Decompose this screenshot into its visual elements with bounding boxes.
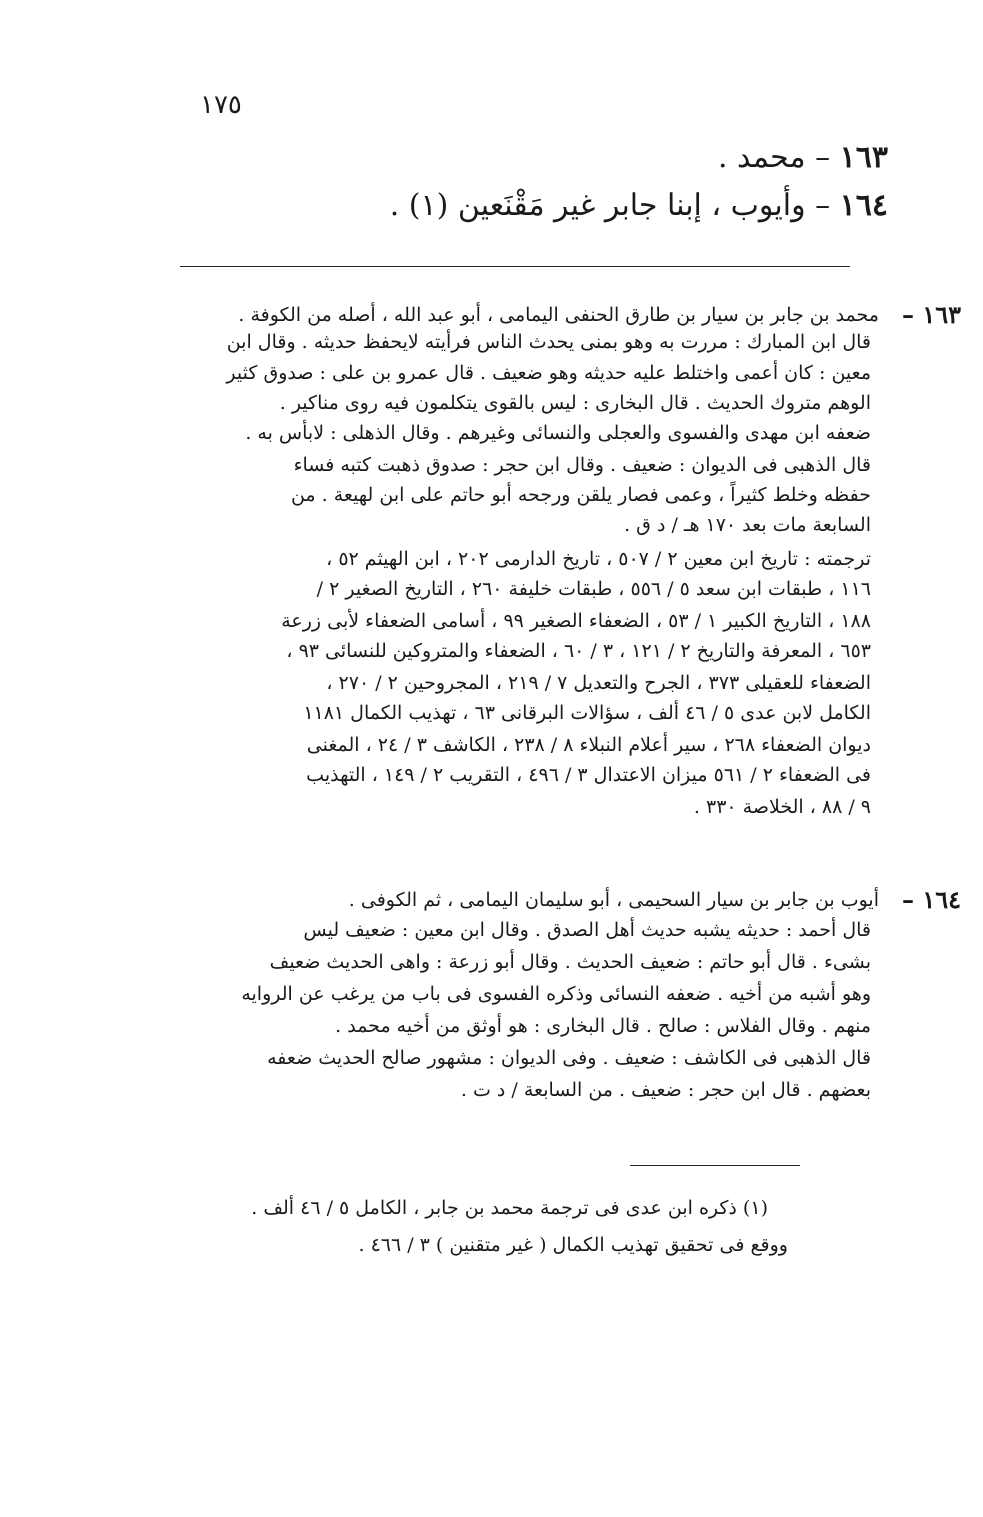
entry-line: قال الذهبى فى الكاشف : ضعيف . وفى الديوان : مشهور صالح الحديث ضعفه — [267, 1047, 871, 1069]
verse-number: ١٦٣ — [839, 140, 888, 175]
verse-text: – وأيوب ، إبنا جابر غير مَقْنَعين (١) . — [389, 188, 831, 223]
verse-number: ١٦٤ — [839, 188, 888, 223]
entry-line: ٩ / ٨٨ ، الخلاصة ٣٣٠ . — [693, 796, 871, 818]
entry-line: بعضهم . قال ابن حجر : ضعيف . من السابعة / د ت . — [460, 1079, 871, 1101]
verse-163 — [718, 140, 888, 175]
entry-line: الوهم متروك الحديث . قال البخارى : ليس بالقوى يتكلمون فيه روى مناكير . — [279, 392, 871, 414]
commentary-divider — [180, 266, 850, 267]
entry-line: ١١٦ ، طبقات ابن سعد ٥ / ٥٥٦ ، طبقات خليفة ٢٦٠ ، التاريخ الصغير ٢ / — [316, 578, 871, 600]
entry-line: محمد بن جابر بن سيار بن طارق الحنفى اليمامى ، أبو عبد الله ، أصله من الكوفة . — [238, 304, 879, 326]
footnote-divider — [630, 1165, 800, 1166]
entry-line: ١٨٨ ، التاريخ الكبير ١ / ٥٣ ، الضعفاء الصغير ٩٩ ، أسامى الضعفاء لأبى زرعة — [281, 610, 871, 632]
page-number: ١٧٥ — [200, 90, 242, 120]
entry-number: ١٦٤ – — [901, 885, 961, 914]
entry-line: الضعفاء للعقيلى ٣٧٣ ، الجرح والتعديل ٧ / ٢١٩ ، المجروحين ٢ / ٢٧٠ ، — [326, 672, 871, 694]
entry-line: منهم . وقال الفلاس : صالح . قال البخارى : هو أوثق من أخيه محمد . — [335, 1015, 871, 1037]
entry-line: قال الذهبى فى الديوان : ضعيف . وقال ابن حجر : صدوق ذهبت كتبه فساء — [293, 454, 871, 476]
entry-line: قال ابن المبارك : مررت به وهو بمنى يحدث الناس فرأيته لايحفظ حديثه . وقال ابن — [226, 331, 871, 353]
verse-164 — [390, 188, 888, 223]
entry-line: أيوب بن جابر بن سيار السحيمى ، أبو سليمان اليمامى ، ثم الكوفى . — [348, 889, 879, 911]
entry-line: ترجمته : تاريخ ابن معين ٢ / ٥٠٧ ، تاريخ الدارمى ٢٠٢ ، ابن الهيثم ٥٢ ، — [326, 548, 871, 570]
entry-line: بشىء . قال أبو حاتم : ضعيف الحديث . وقال أبو زرعة : واهى الحديث ضعيف — [269, 951, 871, 973]
verse-text: – محمد . — [717, 140, 831, 175]
entry-number: ١٦٣ – — [901, 300, 961, 329]
entry-line: ديوان الضعفاء ٢٦٨ ، سير أعلام النبلاء ٨ / ٢٣٨ ، الكاشف ٣ / ٢٤ ، المغنى — [306, 734, 871, 756]
entry-line: السابعة مات بعد ١٧٠ هـ / د ق . — [624, 514, 871, 536]
footnote-line: ووقع فى تحقيق تهذيب الكمال ( غير متقنين ) ٣ / ٤٦٦ . — [358, 1234, 788, 1256]
entry-line: حفظه وخلط كثيراً ، وعمى فصار يلقن ورجحه أبو حاتم على ابن لهيعة . من — [290, 484, 871, 506]
footnote-line: (١) ذكره ابن عدى فى ترجمة محمد بن جابر ، الكامل ٥ / ٤٦ ألف . — [251, 1197, 768, 1219]
entry-line: وهو أشبه من أخيه . ضعفه النسائى وذكره الفسوى فى باب من يرغب عن الروايه — [241, 983, 871, 1005]
entry-line: قال أحمد : حديثه يشبه حديث أهل الصدق . وقال ابن معين : ضعيف ليس — [303, 919, 871, 941]
entry-line: فى الضعفاء ٢ / ٥٦١ ميزان الاعتدال ٣ / ٤٩٦ ، التقريب ٢ / ١٤٩ ، التهذيب — [306, 764, 871, 786]
entry-line: ٦٥٣ ، المعرفة والتاريخ ٢ / ١٢١ ، ٣ / ٦٠ ، الضعفاء والمتروكين للنسائى ٩٣ ، — [286, 640, 871, 662]
entry-line: معين : كان أعمى واختلط عليه حديثه وهو ضعيف . قال عمرو بن على : صدوق كثير — [226, 362, 871, 384]
entry-line: الكامل لابن عدى ٥ / ٤٦ ألف ، سؤالات البرقانى ٦٣ ، تهذيب الكمال ١١٨١ — [303, 702, 871, 724]
entry-line: ضعفه ابن مهدى والفسوى والعجلى والنسائى وغيرهم . وقال الذهلى : لابأس به . — [245, 422, 871, 444]
